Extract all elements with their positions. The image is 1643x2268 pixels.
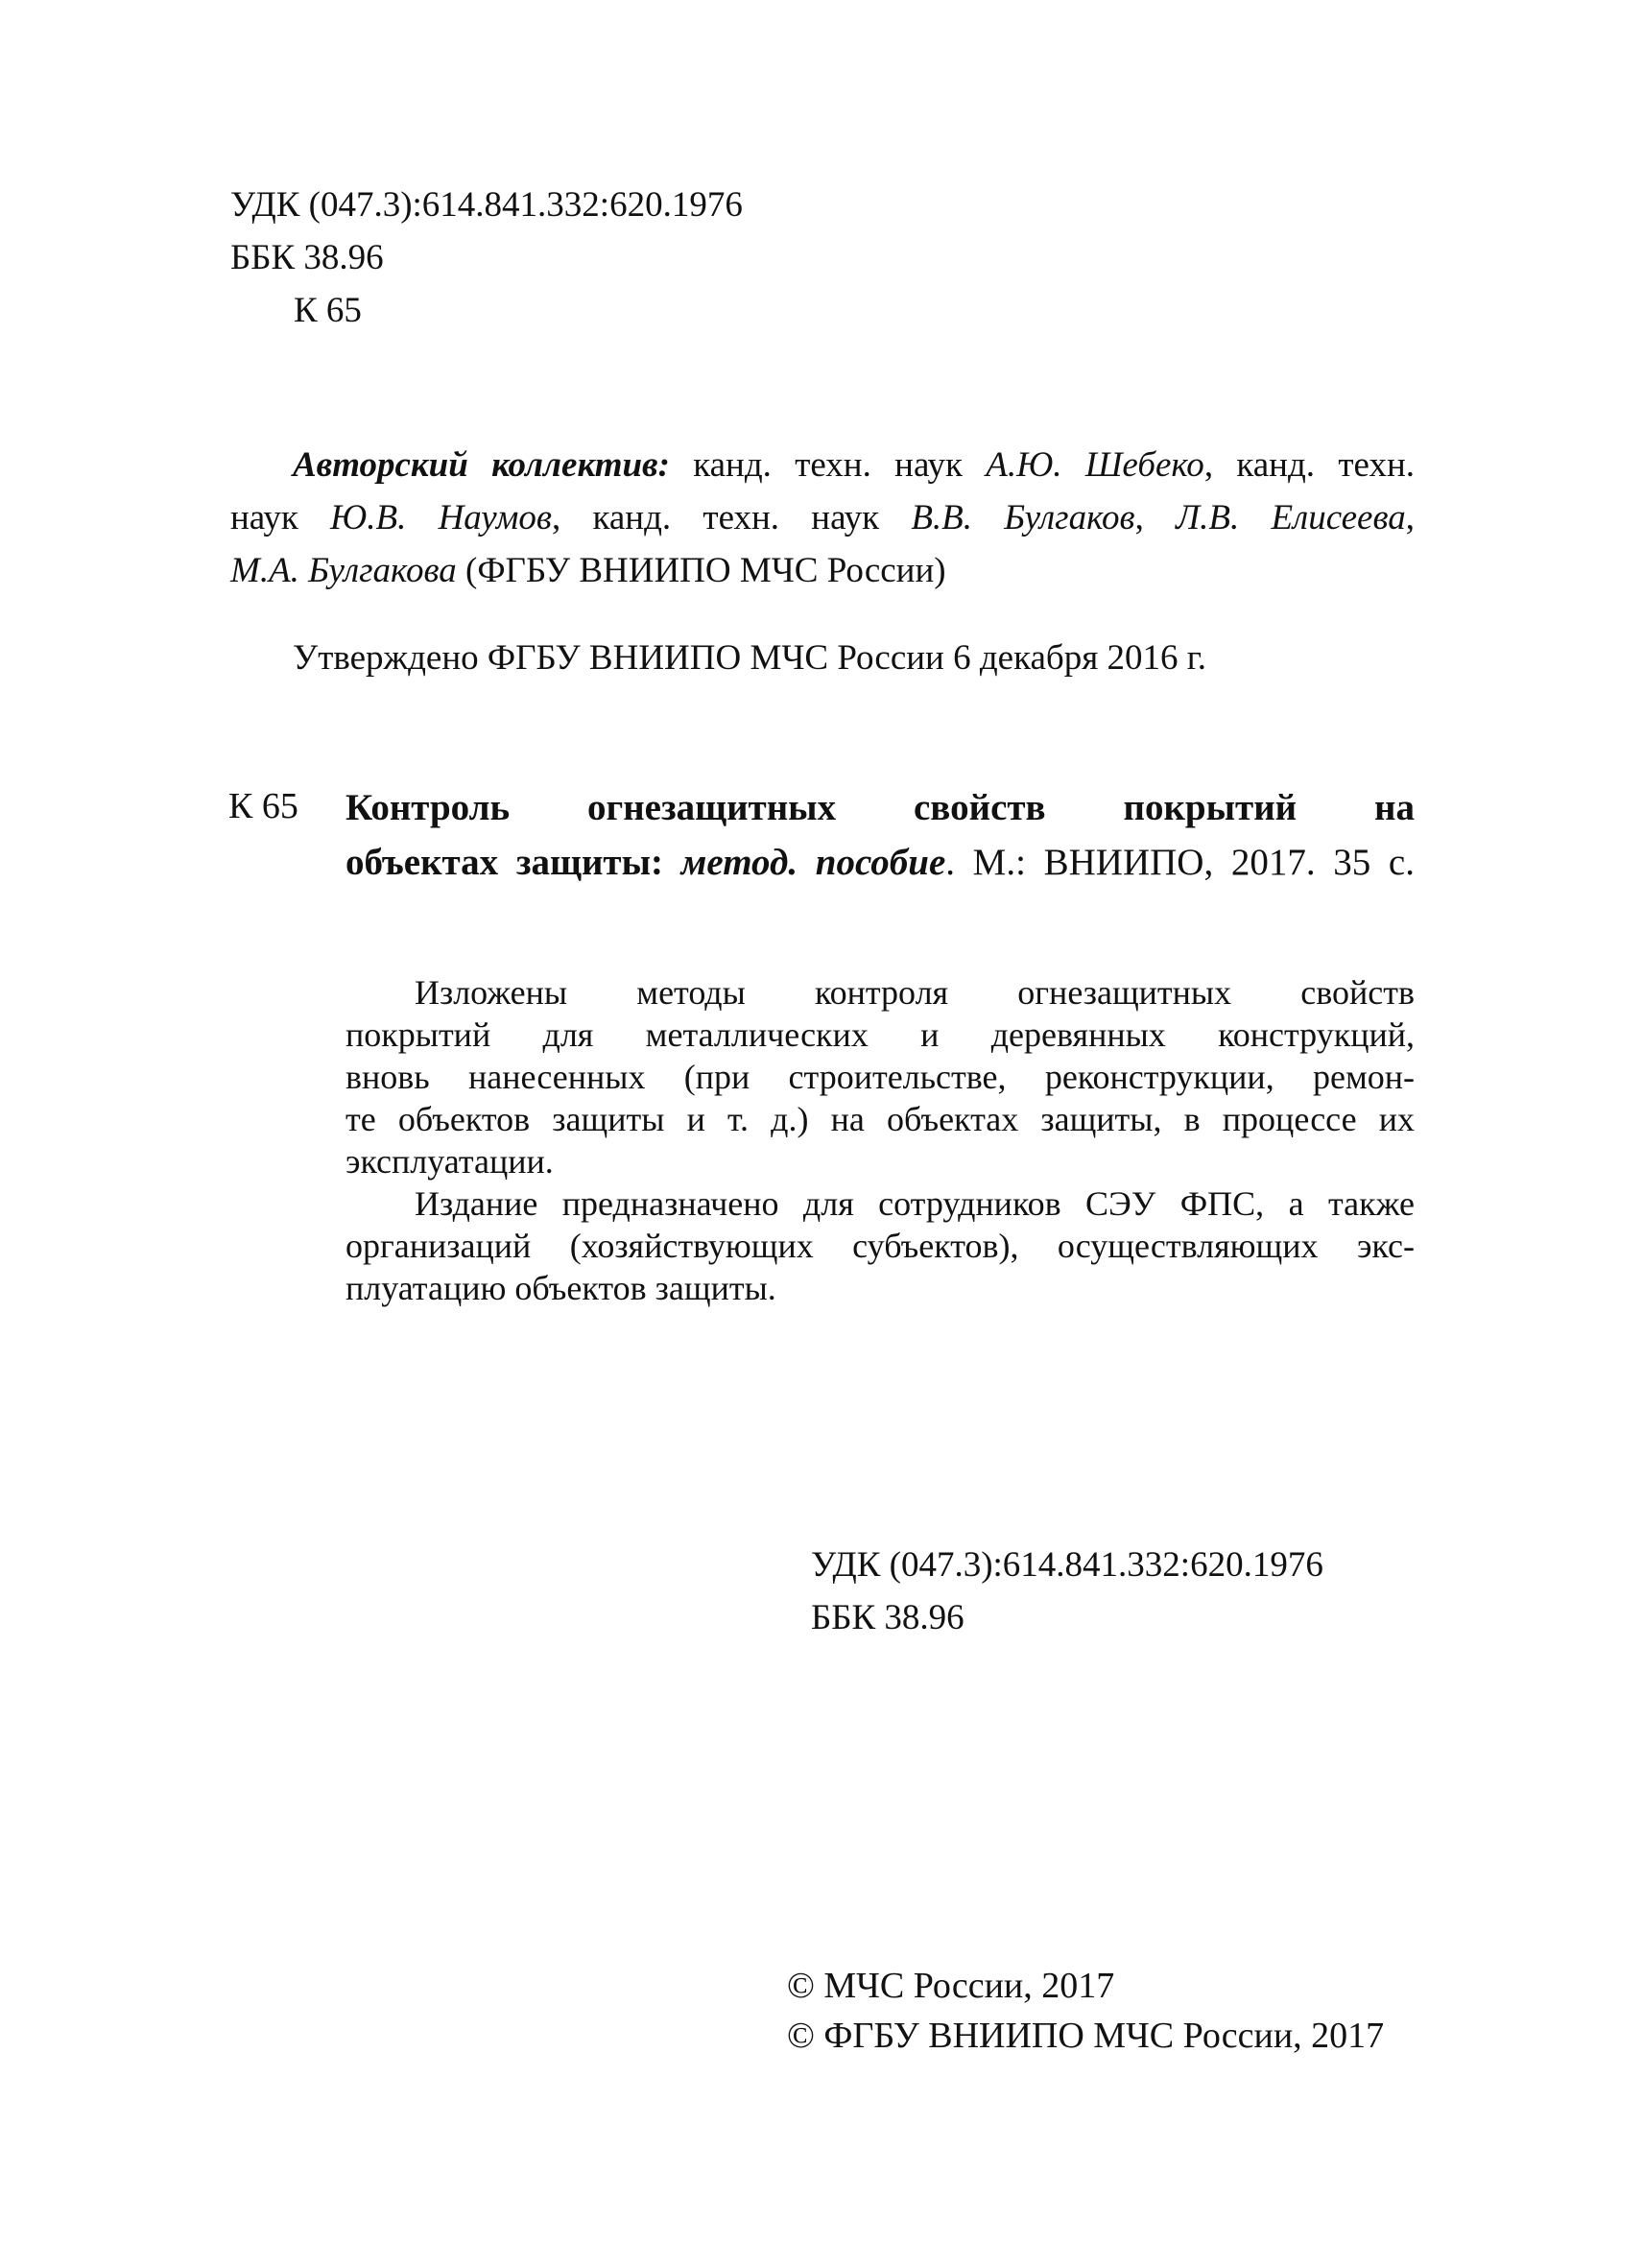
abstract-line: покрытий для металлических и деревянных конструкций,: [345, 1015, 1415, 1054]
authors-line-1: Авторский коллектив: канд. техн. наук А.Ю. Шебеко, канд. техн.: [293, 445, 1416, 485]
approval-note: Утверждено ФГБУ ВНИИПО МЧС России 6 декабря 2016 г.: [293, 638, 1207, 678]
index-top: [230, 179, 743, 337]
catalog-title-line-1: Контроль огнезащитных свойств покрытий на: [345, 787, 1415, 828]
catalog-title-line-2: объектах защиты: метод. пособие. М.: ВНИИПО, 2017. 35 с.: [345, 842, 1415, 883]
abstract-line: эксплуатации.: [345, 1142, 554, 1181]
abstract-line: Издание предназначено для сотрудников СЭУ ФПС, а также: [415, 1184, 1415, 1223]
authors-line-3: М.А. Булгакова (ФГБУ ВНИИПО МЧС России): [230, 551, 946, 590]
abstract: [345, 971, 1415, 1309]
copyright-block: [787, 1961, 1384, 2061]
udk-code: УДК (047.3):614.841.332:620.1976: [811, 1545, 1323, 1585]
author-name: М.А. Булгакова: [230, 551, 457, 590]
bbk-code: ББК 38.96: [230, 238, 384, 277]
abstract-line: плуатацию объектов защиты.: [345, 1269, 776, 1307]
abstract-line: те объектов защиты и т. д.) на объектах защиты, в процессе их: [345, 1100, 1415, 1138]
udk-code: УДК (047.3):614.841.332:620.1976: [230, 185, 743, 225]
authors-block: [230, 439, 1415, 597]
author-name: Л.В. Елисеева: [1176, 498, 1406, 537]
authors-line-2: наук Ю.В. Наумов, канд. техн. наук В.В. Булгаков, Л.В. Елисеева,: [230, 498, 1416, 537]
bbk-code: ББК 38.96: [811, 1598, 964, 1637]
catalog-title: [345, 780, 1415, 890]
abstract-line: вновь нанесенных (при строительстве, реконструкции, ремон-: [345, 1058, 1415, 1096]
author-name: В.В. Булгаков: [911, 498, 1135, 537]
abstract-line: организаций (хозяйствующих субъектов), осуществляющих экс-: [345, 1227, 1415, 1265]
copyright-line: © МЧС России, 2017: [787, 1966, 1115, 2006]
index-bottom: [811, 1539, 1323, 1644]
catalog-code: К 65: [228, 786, 298, 826]
author-name: А.Ю. Шебеко: [986, 445, 1204, 485]
author-mark: К 65: [294, 291, 362, 330]
abstract-line: Изложены методы контроля огнезащитных свойств: [415, 973, 1415, 1012]
copyright-line: © ФГБУ ВНИИПО МЧС России, 2017: [787, 2016, 1385, 2056]
author-name: Ю.В. Наумов: [330, 498, 552, 537]
authors-label: Авторский коллектив:: [293, 445, 670, 485]
